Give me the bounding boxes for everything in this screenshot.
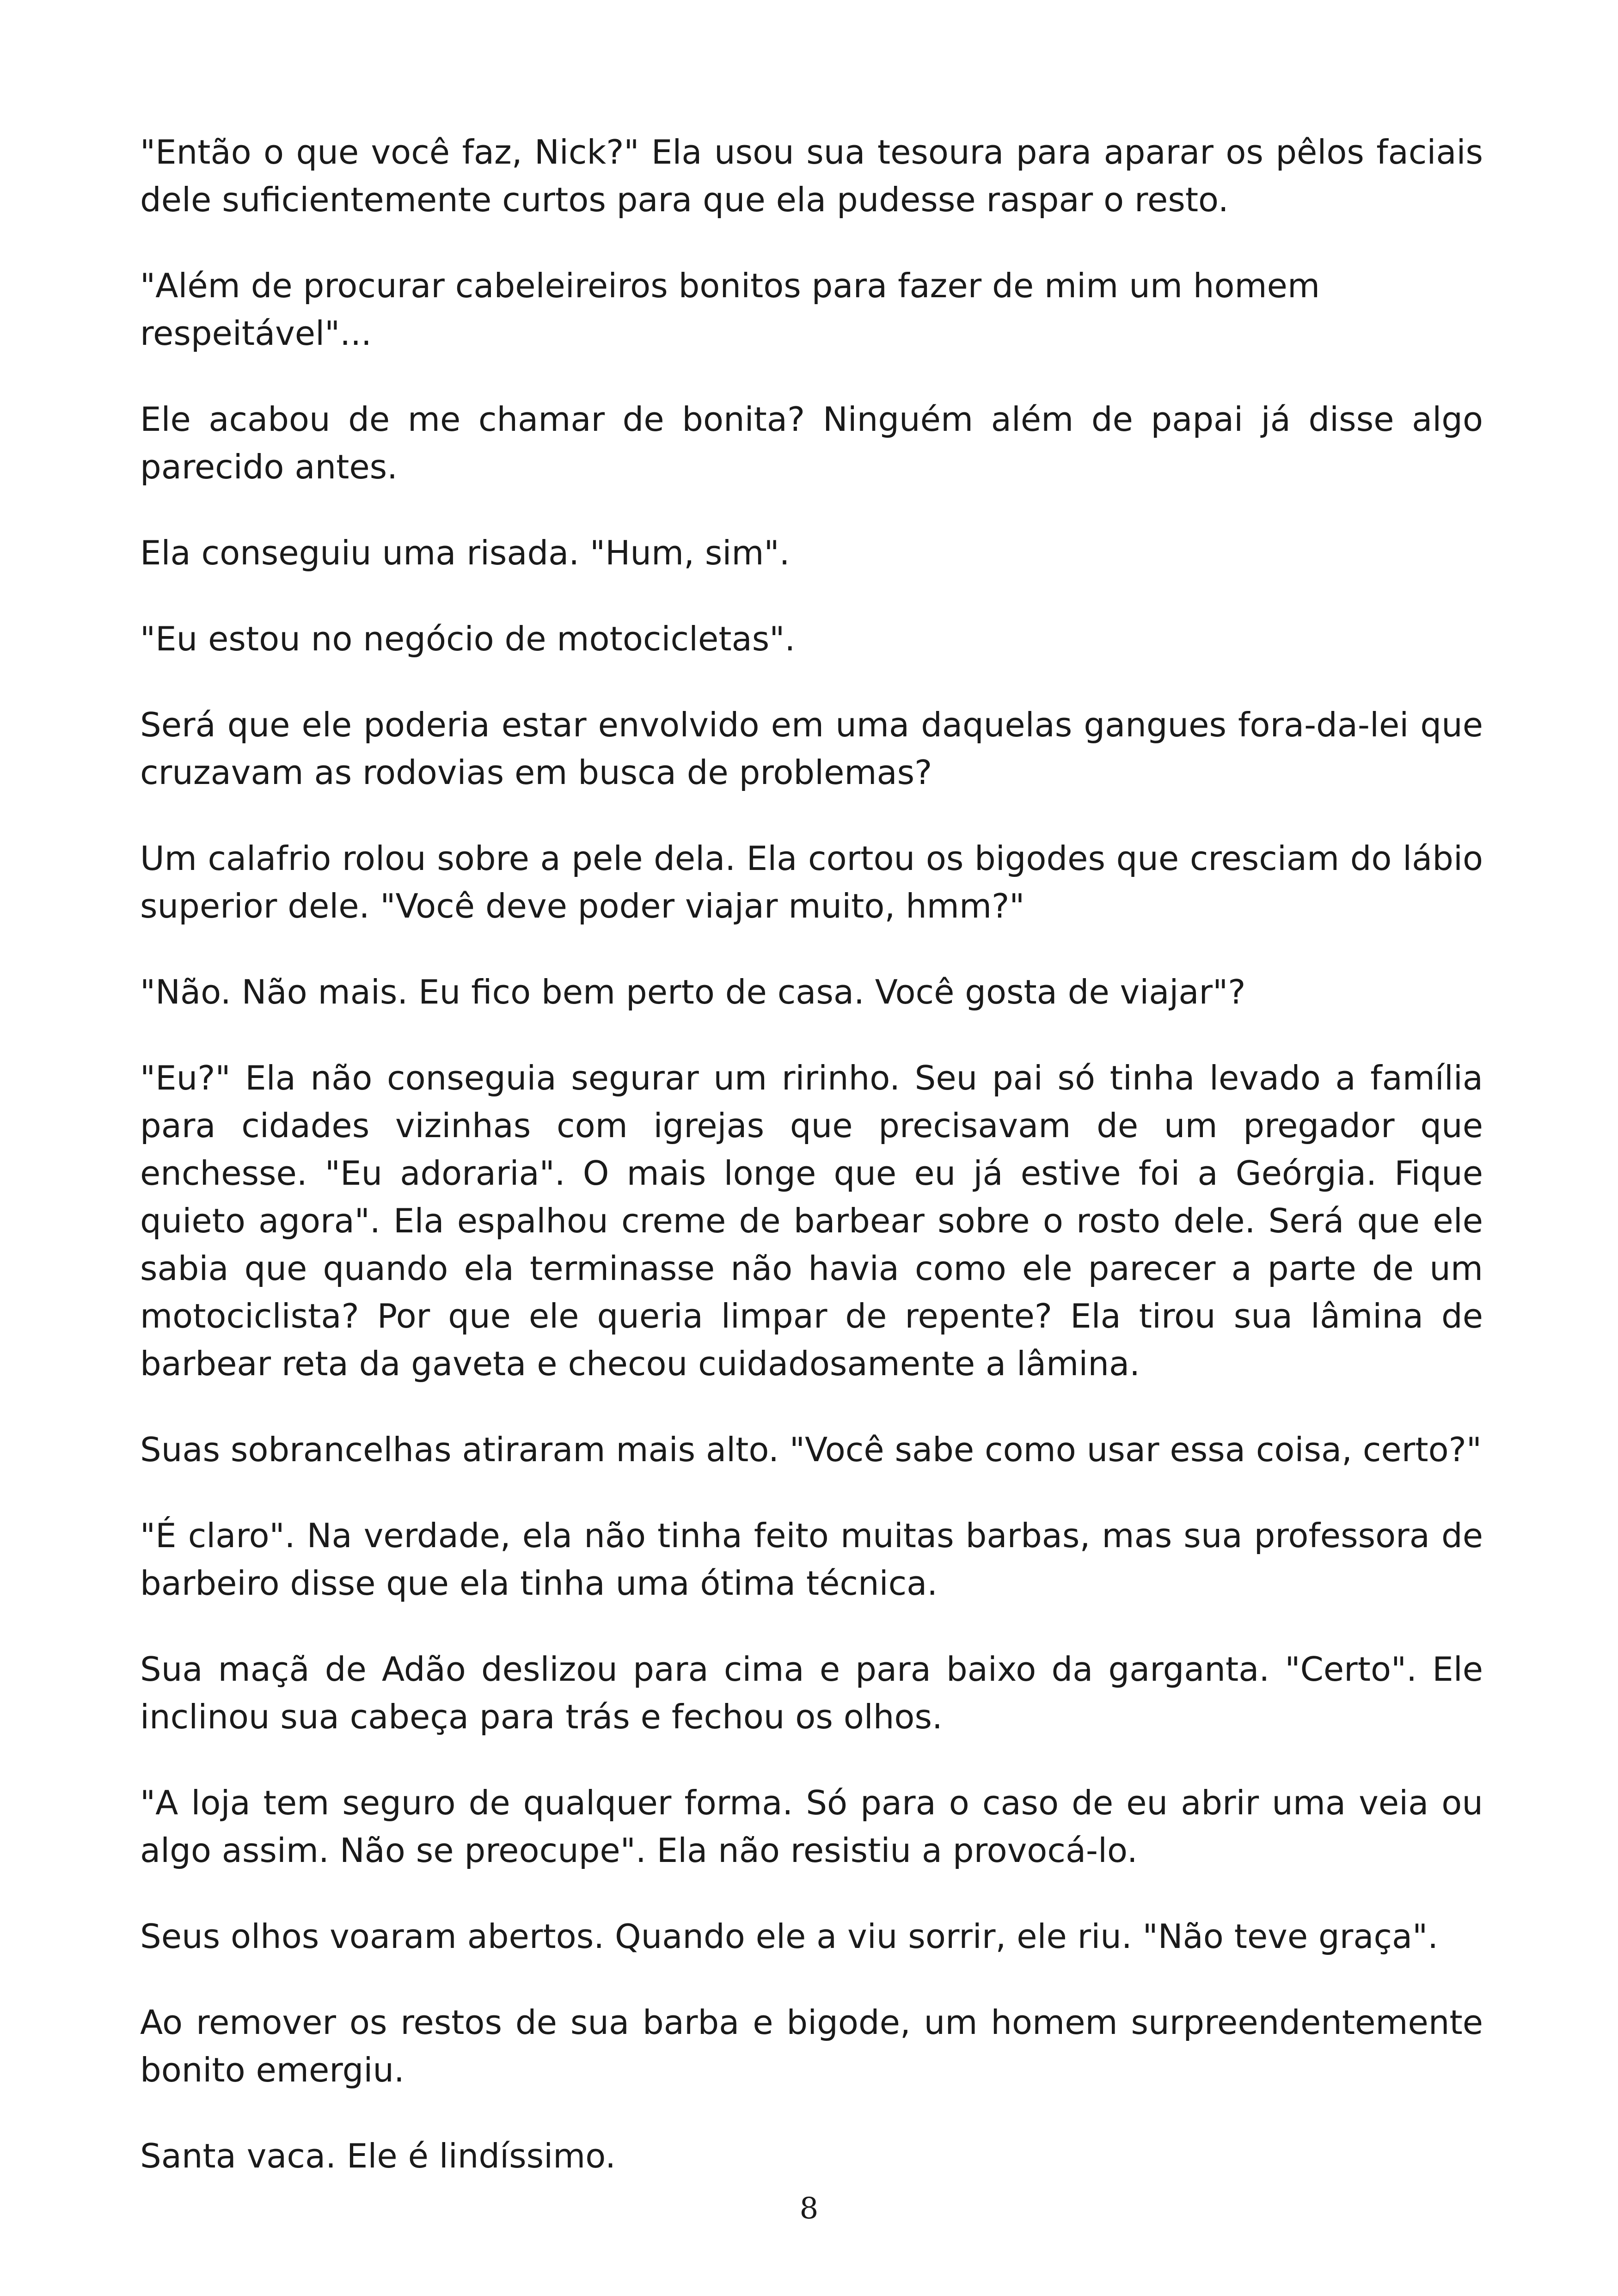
paragraph: "Eu?" Ela não conseguia segurar um ririnho. Seu pai só tinha levado a família para cidades vizinhas com igrejas que precisavam de um pregador que enchesse. "Eu adoraria". O mais longe que eu já estive foi a Geórgia. Fique quieto agora". Ela espalhou creme de barbear sobre o rosto dele. Será que ele sabia que quando ela terminasse não havia como ele parecer a parte de um motociclista? Por que ele queria limpar de repente? Ela tirou sua lâmina de barbear reta da gaveta e checou cuidadosamente a lâmina. xyxy=(140,1059,1483,1383)
paragraph: Suas sobrancelhas atiraram mais alto. "Você sabe como usar essa coisa, certo?" xyxy=(140,1430,1482,1469)
paragraph: Será que ele poderia estar envolvido em uma daquelas gangues fora-da-lei que cruzavam as rodovias em busca de problemas? xyxy=(140,705,1483,792)
paragraph: "Não. Não mais. Eu fico bem perto de casa. Você gosta de viajar"? xyxy=(140,973,1246,1011)
paragraph: Sua maçã de Adão deslizou para cima e para baixo da garganta. "Certo". Ele inclinou sua cabeça para trás e fechou os olhos. xyxy=(140,1650,1483,1736)
paragraph: "É claro". Na verdade, ela não tinha feito muitas barbas, mas sua professora de barbeiro disse que ela tinha uma ótima técnica. xyxy=(140,1516,1483,1603)
paragraph: Um calafrio rolou sobre a pele dela. Ela cortou os bigodes que cresciam do lábio superior dele. "Você deve poder viajar muito, hmm?" xyxy=(140,839,1483,925)
paragraph: "A loja tem seguro de qualquer forma. Só para o caso de eu abrir uma veia ou algo assim. Não se preocupe". Ela não resistiu a provocá-lo. xyxy=(140,1783,1483,1870)
paragraph: Santa vaca. Ele é lindíssimo. xyxy=(140,2137,616,2175)
page-number: 8 xyxy=(799,2192,819,2226)
document-body xyxy=(140,129,1483,2218)
paragraph: "Além de procurar cabeleireiros bonitos para fazer de mim um homem respeitável"... xyxy=(140,266,1320,353)
paragraph: Ao remover os restos de sua barba e bigode, um homem surpreendentemente bonito emergiu. xyxy=(140,2003,1483,2089)
paragraph: Ele acabou de me chamar de bonita? Ninguém além de papai já disse algo parecido antes. xyxy=(140,400,1483,486)
paragraph: "Eu estou no negócio de motocicletas". xyxy=(140,619,796,658)
paragraph: Seus olhos voaram abertos. Quando ele a viu sorrir, ele riu. "Não teve graça". xyxy=(140,1917,1439,1956)
paragraph: "Então o que você faz, Nick?" Ela usou sua tesoura para aparar os pêlos faciais dele suficientemente curtos para que ela pudesse raspar o resto. xyxy=(140,133,1483,219)
paragraph: Ela conseguiu uma risada. "Hum, sim". xyxy=(140,533,790,572)
